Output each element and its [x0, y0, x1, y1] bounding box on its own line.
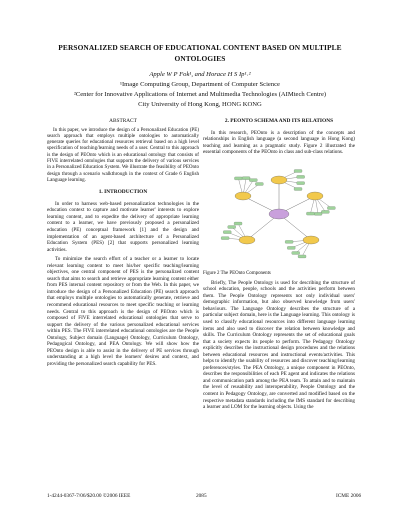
abstract-heading: ABSTRACT [109, 118, 137, 124]
diagram-center-node [269, 209, 289, 219]
figure-caption: Figure 2 The PEOnto Components [203, 270, 271, 276]
diagram-leaf-node [297, 181, 305, 184]
title-line-2: ONTOLOGIES [174, 54, 226, 63]
diagram-leaf-node [327, 206, 335, 209]
footer-page-number: 2085 [196, 493, 207, 499]
section-1-heading: 1. INTRODUCTION [98, 189, 148, 196]
footer-venue: ICME 2006 [336, 493, 362, 499]
diagram-leaf-node [287, 246, 295, 249]
diagram-leaf-node [228, 225, 236, 228]
diagram-leaf-node [285, 240, 293, 243]
diagram-leaf-node [234, 177, 242, 180]
section-2-paragraph-1: In this research, PEOnto is a description of the concepts and relationships in English language (a second language in Hong Kong) teaching and learning as a pragmatic study. Figure 2 illustrated the essential components of the PEOnto in class and sub-class relations. [203, 129, 355, 156]
right-column [203, 118, 355, 414]
footer-isbn: 1-4244-0367-7/06/$20.00 ©2006 IEEE [47, 493, 131, 499]
diagram-ontology-node [307, 192, 323, 200]
author-block [40, 70, 360, 110]
intro-paragraph-2: To minimize the search effort of a teacher or a learner to locate relevant learning content to meet his/her specific teaching/learning objectives, one central component of PES is the personalized content search that aims to search and retrieve appropriate learning content either from PES internal content repository or from the Web. In this paper, we introduce the design of a Personalized Education (PE) search approach that employs multiple ontologies to automatically generate, retrieve and recommend educational resources to meet specific teaching or learning needs. Central to this approach is the design of PEOnto which is composed of FIVE interrelated educational ontologies that serve to support the delivery of the various personalized educational services within PES. The FIVE interrelated educational ontologies are the People Ontology, Subject domain (Language) Ontology, Curriculum Ontology, Pedagogical Ontology, and PEA Ontology. We will show how the PEOnto design is able to assist in the delivery of PE services through understanding at a high level the learners' desires and context, and providing the personalized search capability for PES. [47, 256, 199, 367]
diagram-leaf-node [306, 212, 314, 215]
diagram-leaf-node [292, 251, 300, 254]
intro-paragraph-1: In order to harness web-based personalization technologies in the education context to capture and motivate learner' interests to explore learning content, and to expedite the delivery of appropriate learning content to a learner, we have previously proposed a personalized education (PE) conceptual framework [1] and the design and implementation of an agent-based architecture of a Personalized Education System (PES) [2] that supports personalized learning activities. [47, 200, 199, 253]
affiliation-3: City University of Hong Kong, HONG KONG [138, 101, 262, 108]
section-2-heading: 2. PEONTO SCHEMA AND ITS RELATIONS [224, 118, 334, 124]
diagram-ontology-node [271, 176, 287, 184]
peonto-figure [203, 160, 355, 268]
diagram-leaf-node [223, 230, 231, 233]
left-column [47, 118, 199, 370]
author-names: Apple W P Fok¹, and Horace H S Ip¹˒² [149, 71, 251, 78]
affiliation-1: ¹Image Computing Group, Department of Computer Science [119, 81, 280, 88]
affiliation-2: ²Center for Innovative Applications of Internet and Multimedia Technologies (AIMtech Centre) [73, 91, 327, 98]
diagram-leaf-node [321, 210, 329, 213]
diagram-leaf-node [294, 187, 302, 190]
diagram-ontology-node [303, 236, 319, 244]
diagram-leaf-node [255, 182, 263, 185]
diagram-leaf-node [242, 176, 250, 179]
section-2-paragraph-2: Briefly, The People Ontology is used for describing the structure of school education, people, schools and the activities perform between them. The People Ontology represents not only individual users' demographic information, but also observed knowledge from users' behaviours. The Language Ontology describes the structure of a particular subject domain, here is the Language learning. This ontology is used to classify educational resources into different language learning items and also used to discover the relation between knowledge and skills. The Curriculum Ontology represents the set of educational goals that a society expects its people to perform. The Pedagogy Ontology explicitly describes the instructional design procedures and the relations between educational resources and instructional events/activities. This helps to identify the usability of resources and discover teaching/learning preferences/styles. The PEA Ontology, a unique component in PEOnto, describes the responsibilities of each PE agent and indicates the relations and communication path among the PEA team. To attain and to maintain the level of reusability and interoperability, People Ontology and the content in Pedagogy Ontology, are converted and modified based on the respective metadata standards including the IMS standard for describing a learner and LOM for the learning objects. Using the [203, 279, 355, 411]
diagram-ontology-node [239, 236, 255, 244]
title-line-1: PERSONALIZED SEARCH OF EDUCATIONAL CONTENT BASED ON MULTIPLE [58, 43, 342, 52]
diagram-ontology-node [235, 192, 251, 200]
diagram-leaf-node [297, 175, 305, 178]
diagram-leaf-node [249, 178, 257, 181]
diagram-leaf-node [298, 255, 306, 258]
diagram-leaf-node [314, 212, 322, 215]
diagram-leaf-node [234, 222, 242, 225]
diagram-leaf-node [294, 169, 302, 172]
peonto-diagram [203, 160, 355, 268]
abstract-text: In this paper, we introduce the design of a Personalized Education (PE) search approach that employs multiple ontologies to automatically generate queries for educational resources retrieval based on a high level specification of teaching/learning needs of a user. Central to this approach is the design of PEOnto which is an educational ontology that consists of FIVE interrelated ontologies that supports the delivery of various services in a Personalized Education System. We illustrate the feasibility of PEOnto design through a scenario walkthrough in the context of Grade 6 English Language learning. [47, 126, 199, 183]
paper-title [40, 42, 360, 64]
diagram-leaf-node [221, 236, 229, 239]
